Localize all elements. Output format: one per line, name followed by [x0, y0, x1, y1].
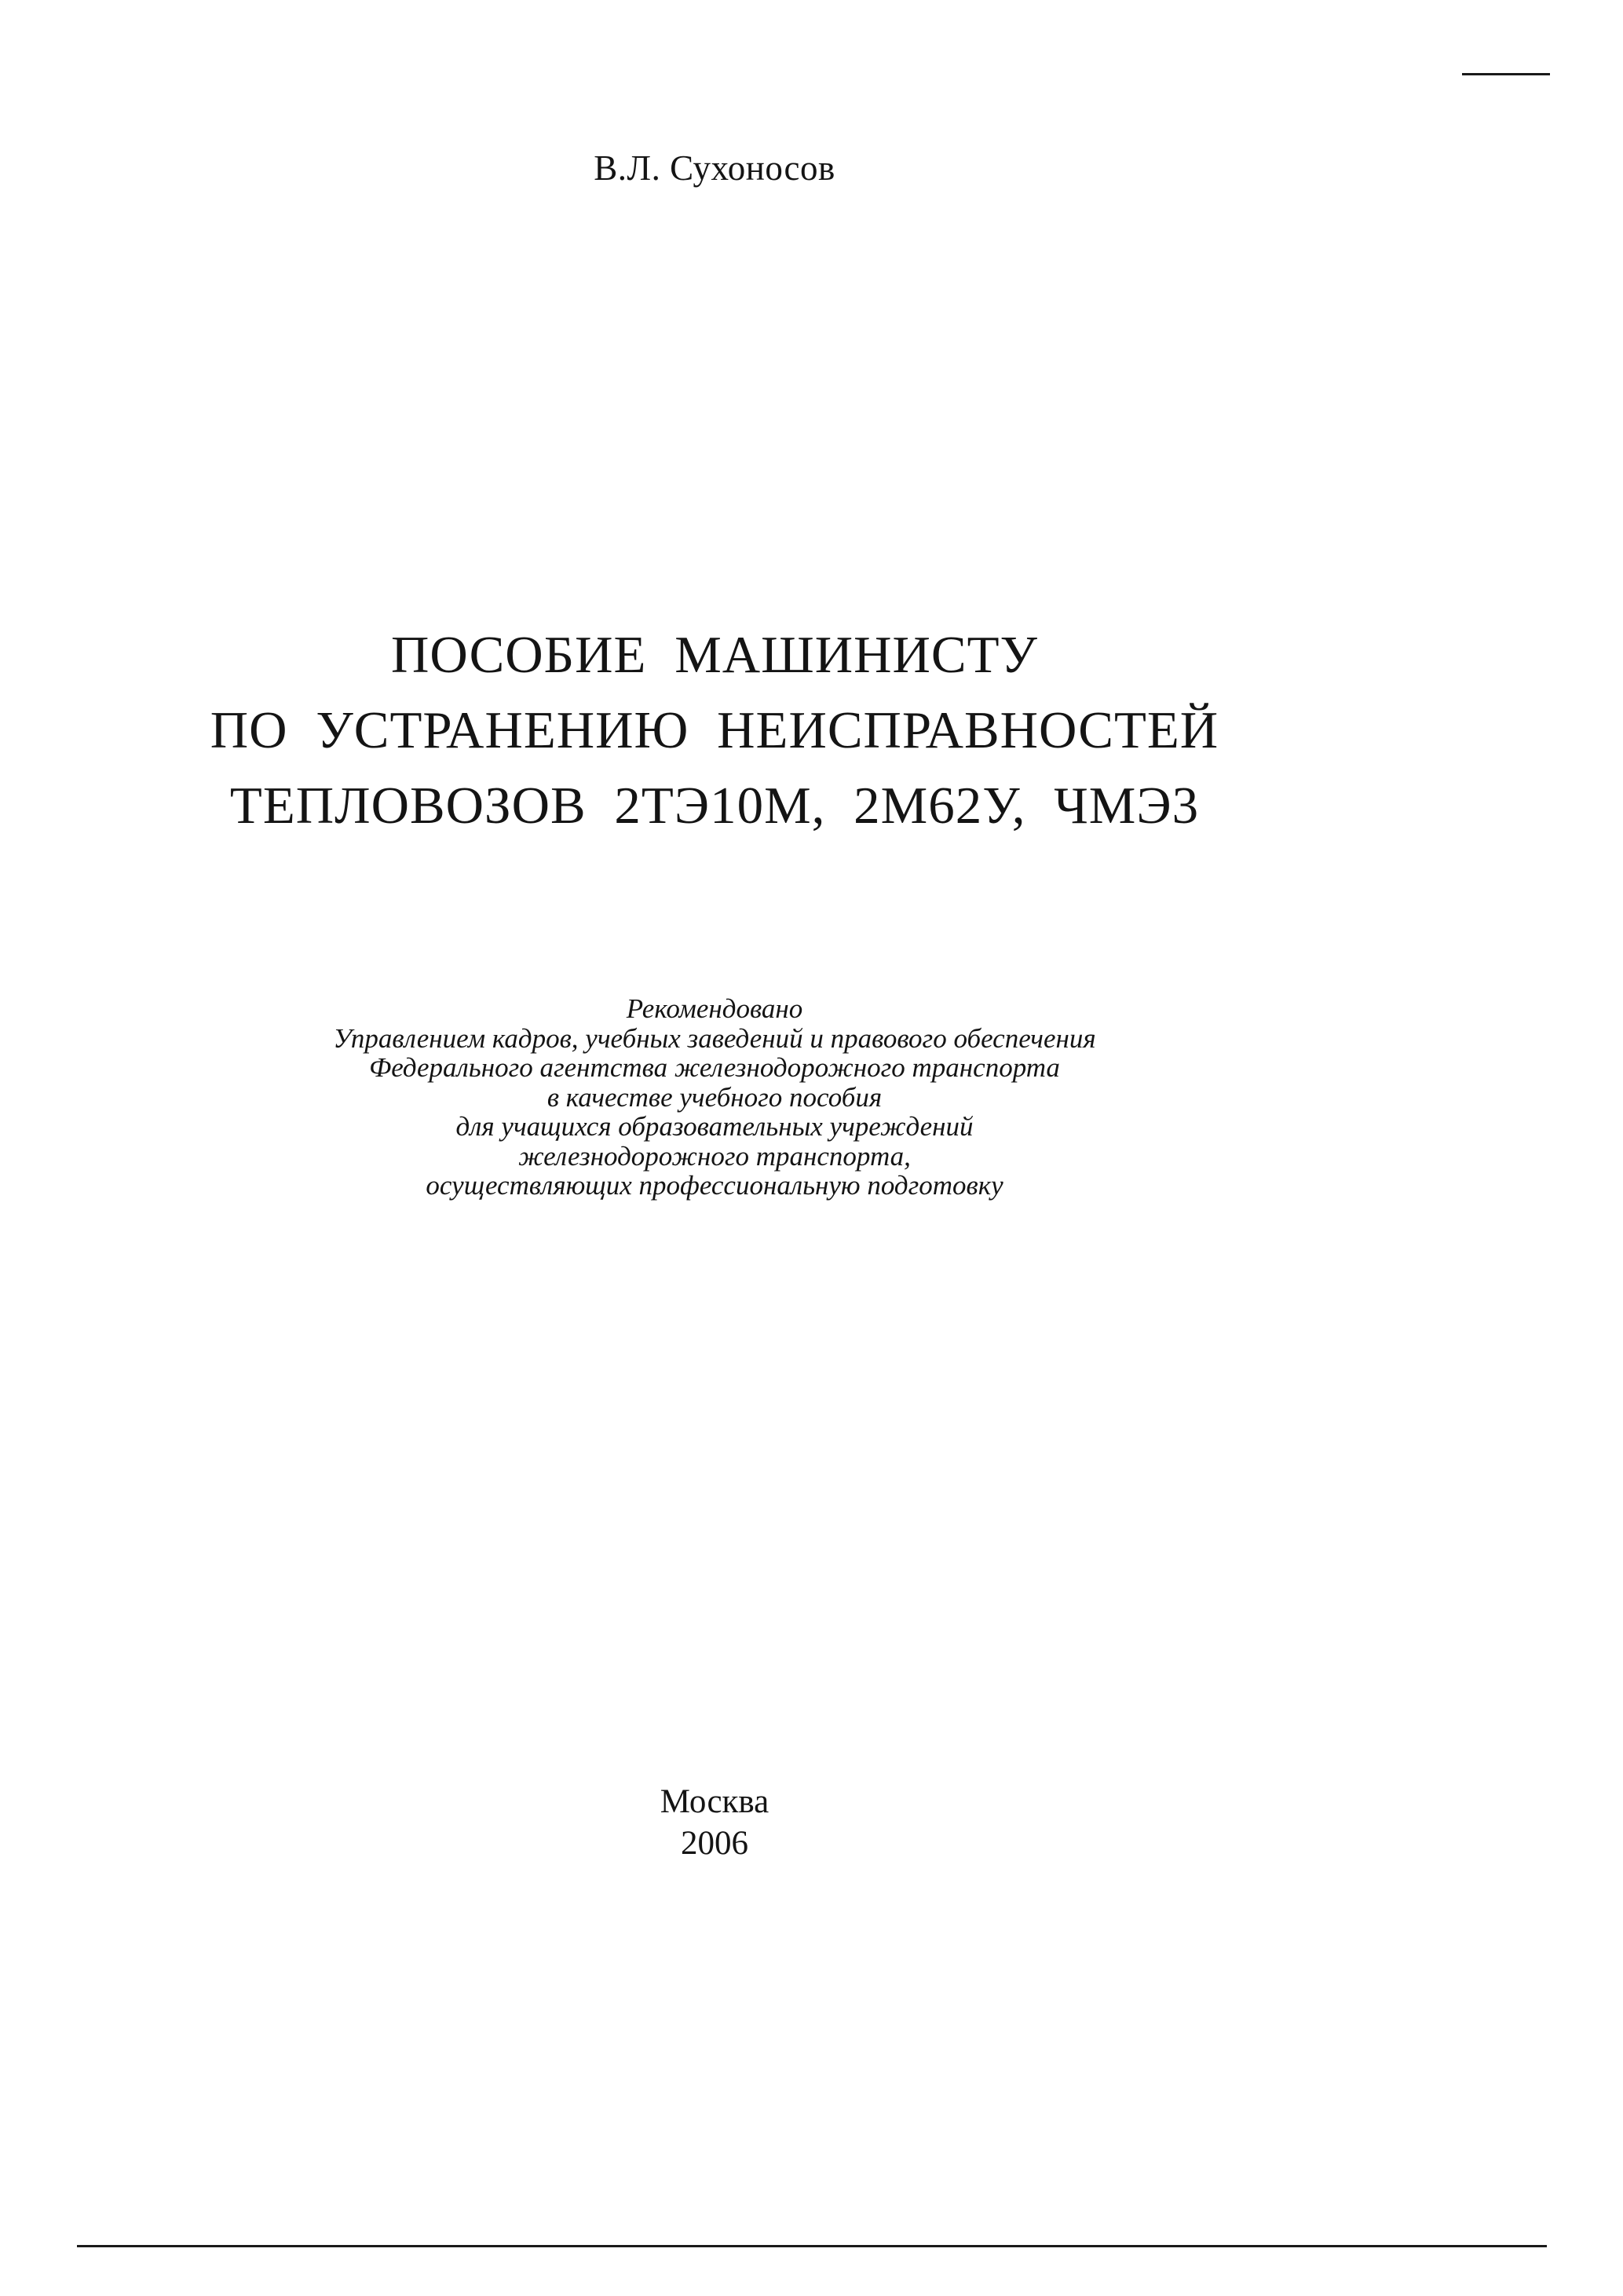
title-line: ПО УСТРАНЕНИЮ НЕИСПРАВНОСТЕЙ — [210, 701, 1219, 759]
book-title — [126, 617, 1303, 843]
recommendation-line: для учащихся образовательных учреждений — [455, 1111, 974, 1142]
title-line: ТЕПЛОВОЗОВ 2ТЭ10М, 2М62У, ЧМЭ3 — [229, 777, 1200, 835]
recommendation-line: в качестве учебного пособия — [546, 1081, 883, 1113]
recommendation-line: Управлением кадров, учебных заведений и правового обеспечения — [333, 1022, 1096, 1054]
imprint — [557, 1781, 872, 1864]
recommendation-line: железнодорожного транспорта, — [518, 1140, 911, 1172]
recommendation-line: осуществляющих профессиональную подготовку — [426, 1170, 1003, 1201]
title-line: ПОСОБИЕ МАШИНИСТУ — [391, 626, 1038, 684]
top-rule — [1462, 73, 1550, 75]
recommendation-line: Рекомендовано — [626, 993, 803, 1024]
recommendation-line: Федерального агентства железнодорожного транспорта — [369, 1052, 1060, 1083]
author: В.Л. Сухоносов — [594, 148, 835, 188]
bottom-rule — [77, 2245, 1547, 2247]
publication-city: Москва — [660, 1783, 769, 1820]
publication-year: 2006 — [681, 1825, 748, 1862]
recommendation-block — [243, 994, 1186, 1201]
